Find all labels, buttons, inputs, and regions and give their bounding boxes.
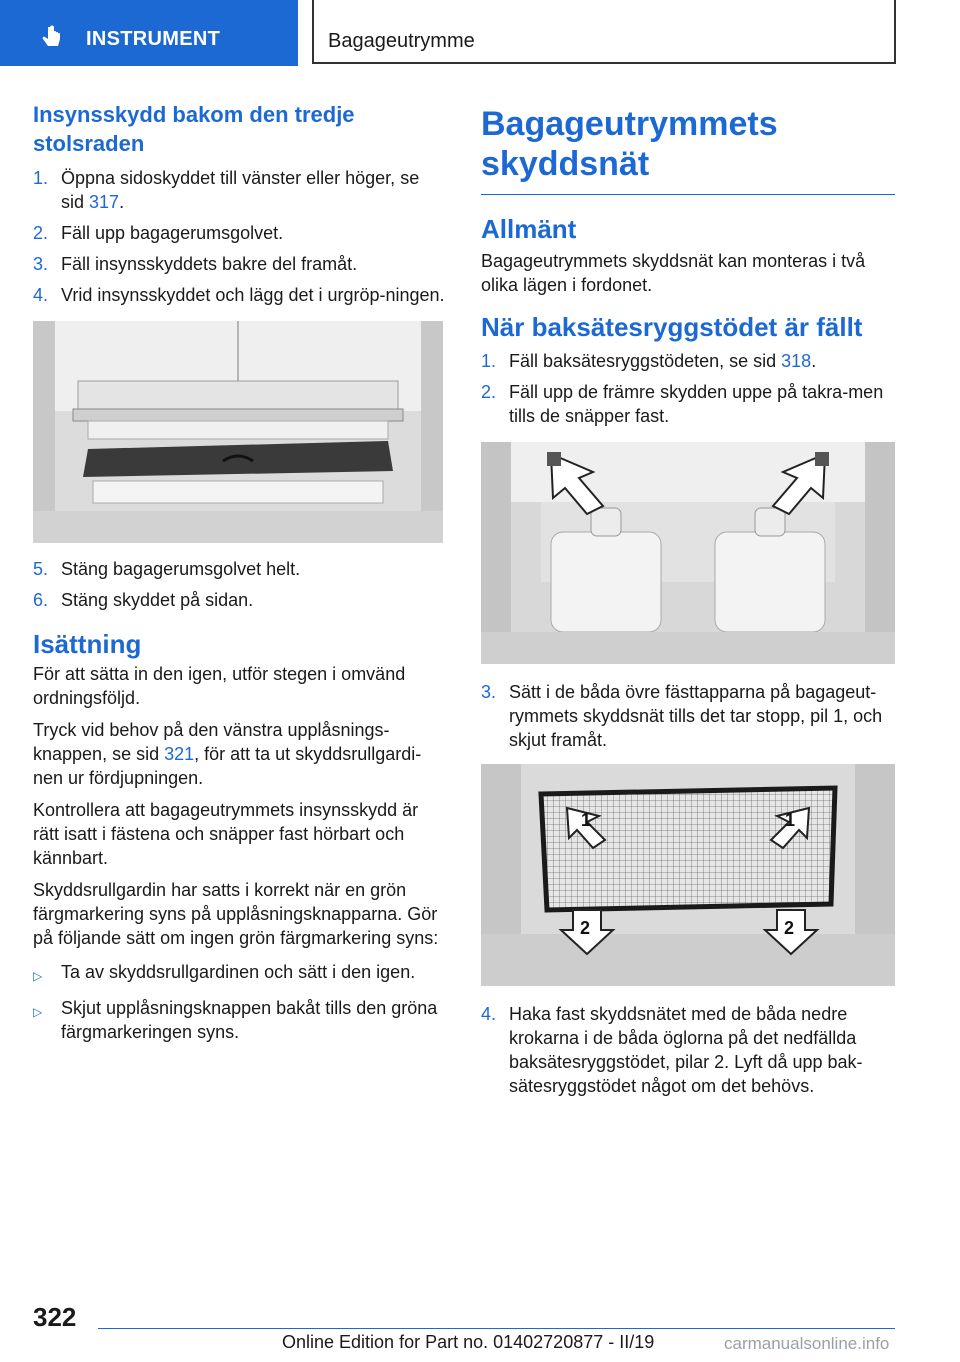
step-text: Fäll insynsskyddets bakre del framåt. <box>61 254 358 274</box>
section-title-box <box>312 0 896 64</box>
arrow-label: 1 <box>785 810 796 830</box>
step-number: 2. <box>481 382 497 402</box>
luggage-net-illustration <box>481 764 895 986</box>
step-text: Stäng skyddet på sidan. <box>61 590 254 610</box>
bullet-text: Ta av skyddsrullgardinen och sätt i den igen. <box>61 962 416 982</box>
step-text: Haka fast skyddsnätet med de båda nedre krokarna i de båda öglorna på det nedfällda baksätesryggstödet, pilar 2. Lyft då upp bak‐sätesryggstödet något om det behövs. <box>509 1004 863 1096</box>
step-number: 4. <box>481 1004 497 1024</box>
steps-list-right-c <box>481 1002 895 1098</box>
arrow-label: 1 <box>581 810 592 830</box>
section-title: Bagageutrymme <box>328 30 475 52</box>
paragraph: Bagageutrymmets skyddsnät kan monteras i två olika lägen i fordonet. <box>481 251 866 295</box>
list-item <box>33 588 445 612</box>
list-item <box>33 960 445 988</box>
touch-hand-icon <box>38 24 66 52</box>
page-number: 322 <box>33 1302 77 1332</box>
steps-list-a <box>33 166 445 307</box>
list-item <box>33 557 445 581</box>
paragraph: Kontrollera att bagageutrymmets insynsskydd är rätt isatt i fästena och snäpper fast hörbart och kännbart. <box>33 800 419 868</box>
list-item <box>481 380 895 428</box>
step-number: 1. <box>33 168 49 188</box>
step-text: Fäll upp bagagerumsgolvet. <box>61 223 284 243</box>
paragraph: Skyddsrullgardin har satts i korrekt när en grön färgmarkering syns på upplåsningsknapparna. Gör på följande sätt om ingen grön färgmarkering syns: <box>33 880 439 948</box>
page-link-318[interactable]: 318 <box>781 351 812 371</box>
list-item: 1. Öppna sidoskyddet till vänster eller höger, se sid 317. <box>33 168 420 212</box>
luggage-net <box>541 788 835 910</box>
list-item <box>33 996 445 1044</box>
step-number: 5. <box>33 559 49 579</box>
heading-privacy-screen: Insynsskydd bakom den tredje stolsraden <box>33 102 355 156</box>
heading-general: Allmänt <box>481 214 577 244</box>
list-item <box>481 680 895 752</box>
bullet-text: Skjut upplåsningsknappen bakåt tills den gröna färgmarkeringen syns. <box>61 998 438 1042</box>
page-link-321[interactable]: 321 <box>164 744 195 764</box>
tab-instrument-label: INSTRUMENT <box>86 28 221 50</box>
page-header <box>0 0 960 66</box>
heading-luggage-net: Bagageutrymmets skyddsnät <box>481 105 778 183</box>
step-text: Stäng bagagerumsgolvet helt. <box>61 559 301 579</box>
steps-list-right-b <box>481 680 895 752</box>
step-text: Sätt i de båda övre fästtapparna på bagageut‐rymmets skyddsnät tills det tar stopp, pil 1, och skjut framåt. <box>509 682 883 750</box>
step-number: 1. <box>481 351 497 371</box>
step-text: Fäll baksätesryggstödeten, se sid <box>509 351 782 371</box>
heading-backrest-folded: När baksätesryggstödet är fällt <box>481 312 863 342</box>
list-item <box>33 221 445 245</box>
step-number: 2. <box>33 223 49 243</box>
bullet-list <box>33 960 445 1044</box>
figure-roof-covers <box>481 442 895 664</box>
step-text: Fäll upp de främre skydden uppe på takra‐men tills de snäpper fast. <box>509 382 884 426</box>
step-number: 3. <box>33 254 49 274</box>
figure-trunk-privacy-screen <box>33 321 443 543</box>
list-item <box>33 252 445 276</box>
triangle-bullet-icon: ▷ <box>33 1005 43 1019</box>
triangle-bullet-icon: ▷ <box>33 969 43 983</box>
list-item <box>481 1002 895 1098</box>
roof-covers-illustration <box>481 442 895 664</box>
trunk-illustration <box>33 321 443 543</box>
step-text: Vrid insynsskyddet och lägg det i urgröp‐ningen. <box>61 285 445 305</box>
heading-divider <box>481 194 895 195</box>
list-item: 1. Fäll baksätesryggstödeten, se sid 318. <box>481 351 817 371</box>
steps-list-b <box>33 557 445 612</box>
step-number: 6. <box>33 590 49 610</box>
footer-divider <box>98 1328 895 1329</box>
step-number: 4. <box>33 285 49 305</box>
figure-luggage-net <box>481 764 895 986</box>
paragraph: Tryck vid behov på den vänstra upplåsnings‐knappen, se sid 321, för att ta ut skyddsrullgardi‐nen ur fördjupningen. <box>33 720 422 788</box>
footer-edition: Online Edition for Part no. 01402720877 - II/19 <box>282 1332 655 1352</box>
step-text: Öppna sidoskyddet till vänster eller höger, se sid <box>61 168 420 212</box>
watermark: carmanualsonline.info <box>724 1334 890 1353</box>
steps-list-right-a <box>481 349 895 428</box>
left-column <box>33 100 445 1052</box>
paragraph: För att sätta in den igen, utför stegen i omvänd ordningsföljd. <box>33 664 406 708</box>
step-number: 3. <box>481 682 497 702</box>
list-item <box>33 283 445 307</box>
heading-installation: Isättning <box>33 629 142 659</box>
page-link-317[interactable]: 317 <box>89 192 120 212</box>
arrow-label: 2 <box>580 918 591 938</box>
right-column <box>481 104 895 1105</box>
tab-instrument[interactable] <box>0 0 298 66</box>
arrow-label: 2 <box>784 918 795 938</box>
